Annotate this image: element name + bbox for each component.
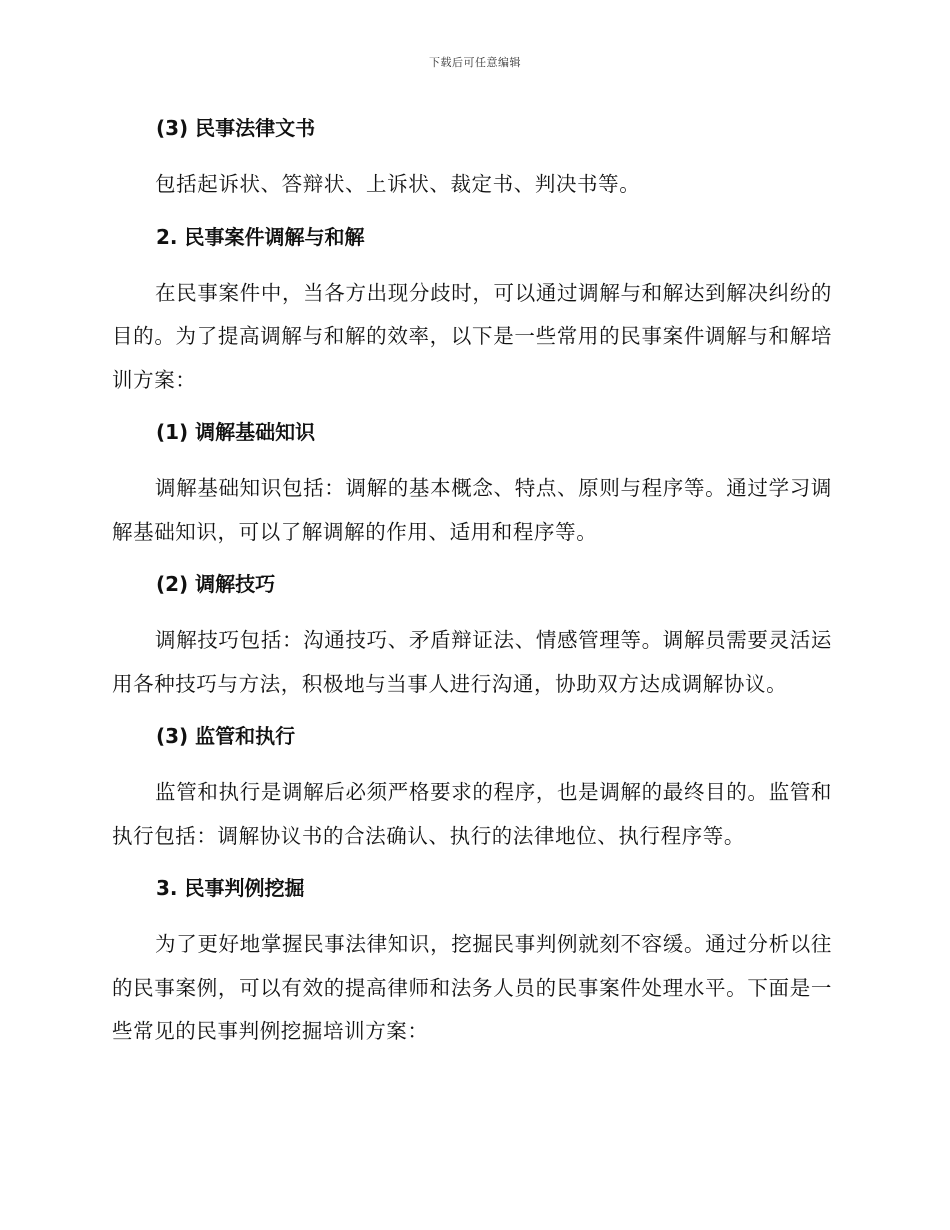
section-heading-supervision-enforcement: (3) 监管和执行 [156,724,296,748]
section-heading-mediation-settlement: 2. 民事案件调解与和解 [156,224,365,249]
paragraph-supervision-enforcement: 监管和执行是调解后必须严格要求的程序，也是调解的最终目的。监管和执行包括：调解协议书的合法确认、执行的法律地位、执行程序等。 [112,780,832,848]
paragraph-mediation-basics: 调解基础知识包括：调解的基本概念、特点、原则与程序等。通过学习调解基础知识，可以了解调解的作用、适用和程序等。 [112,476,832,544]
section-heading-civil-legal-documents: (3) 民事法律文书 [156,116,316,140]
paragraph-mediation-skills: 调解技巧包括：沟通技巧、矛盾辩证法、情感管理等。调解员需要灵活运用各种技巧与方法，积极地与当事人进行沟通，协助双方达成调解协议。 [112,628,832,696]
paragraph-case-mining: 为了更好地掌握民事法律知识，挖掘民事判例就刻不容缓。通过分析以往的民事案例，可以有效的提高律师和法务人员的民事案件处理水平。下面是一些常见的民事判例挖掘培训方案： [112,932,832,1043]
section-heading-mediation-basics: (1) 调解基础知识 [156,420,316,444]
page-header: 下载后可任意编辑 [429,56,521,69]
section-heading-case-mining: 3. 民事判例挖掘 [156,876,305,900]
paragraph-legal-documents-list: 包括起诉状、答辩状、上诉状、裁定书、判决书等。 [155,172,641,196]
section-heading-mediation-skills: (2) 调解技巧 [156,572,276,596]
paragraph-mediation-intro: 在民事案件中，当各方出现分歧时，可以通过调解与和解达到解决纠纷的目的。为了提高调解与和解的效率，以下是一些常用的民事案件调解与和解培训方案： [112,280,832,392]
document-body [112,110,832,1054]
